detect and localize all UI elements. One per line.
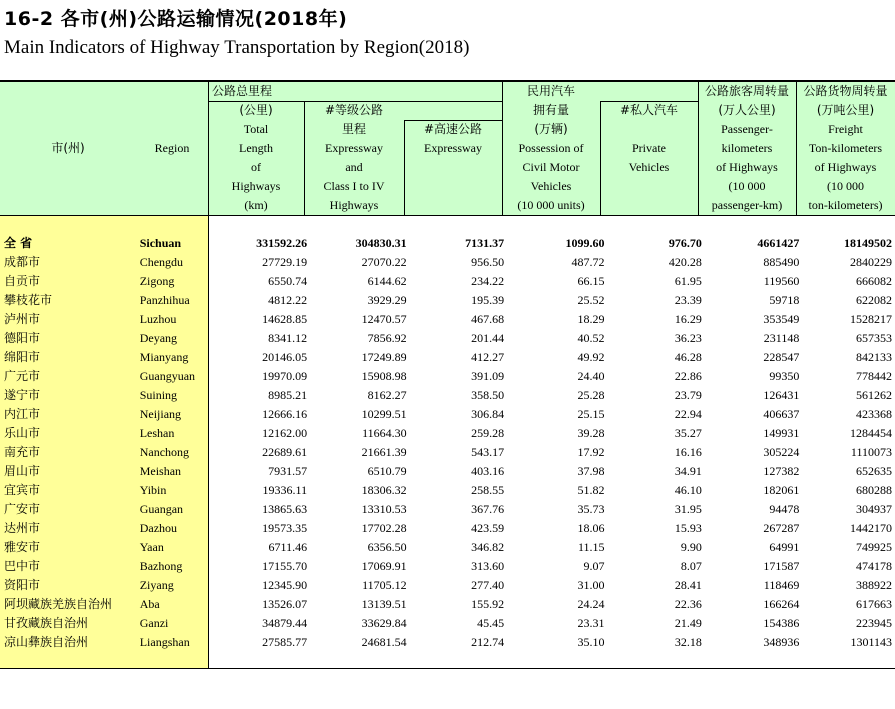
cell-region: Mianyang bbox=[139, 350, 189, 364]
cell-region: Bazhong bbox=[139, 559, 183, 573]
cell-private-vehicles: 22.36 bbox=[674, 597, 702, 611]
cell-graded-length: 17702.28 bbox=[361, 521, 407, 535]
cell-city: 广元市 bbox=[4, 369, 41, 383]
cell-graded-length: 21661.39 bbox=[361, 445, 407, 459]
cell-city: 成都市 bbox=[4, 255, 41, 269]
cell-city: 全 省 bbox=[4, 236, 33, 250]
header-private-en: Private bbox=[632, 141, 666, 155]
cell-expressway-length: 259.28 bbox=[471, 426, 505, 440]
header-total-length-en: Total bbox=[243, 122, 269, 136]
cell-freight-tkm: 749925 bbox=[856, 540, 892, 554]
cell-freight-tkm: 1301143 bbox=[850, 635, 892, 649]
header-vehicles-en: Possession of bbox=[518, 141, 584, 155]
cell-graded-length: 13139.51 bbox=[361, 597, 407, 611]
cell-total-length: 7931.57 bbox=[268, 464, 308, 478]
cell-expressway-length: 258.55 bbox=[471, 483, 505, 497]
table-row bbox=[0, 519, 895, 538]
cell-graded-length: 18306.32 bbox=[361, 483, 407, 497]
cell-expressway-length: 234.22 bbox=[471, 274, 505, 288]
cell-civil-vehicles: 24.40 bbox=[577, 369, 605, 383]
cell-total-length: 6550.74 bbox=[268, 274, 308, 288]
header-vehicles-en: Vehicles bbox=[530, 179, 572, 193]
cell-private-vehicles: 22.86 bbox=[674, 369, 702, 383]
header-vehicles-cn: 民用汽车 bbox=[526, 84, 575, 98]
cell-private-vehicles: 22.94 bbox=[674, 407, 702, 421]
cell-civil-vehicles: 66.15 bbox=[577, 274, 605, 288]
cell-expressway-length: 306.84 bbox=[471, 407, 505, 421]
cell-region: Liangshan bbox=[139, 635, 190, 649]
cell-civil-vehicles: 9.07 bbox=[583, 559, 605, 573]
cell-private-vehicles: 32.18 bbox=[674, 635, 702, 649]
cell-city: 绵阳市 bbox=[4, 350, 41, 364]
cell-private-vehicles: 420.28 bbox=[668, 255, 702, 269]
table-row bbox=[0, 405, 895, 424]
cell-passenger-km: 171587 bbox=[763, 559, 800, 573]
header-passenger-cn: (万人公里) bbox=[718, 103, 776, 117]
cell-city: 泸州市 bbox=[4, 312, 41, 326]
header-graded-en: Highways bbox=[329, 198, 379, 212]
cell-freight-tkm: 223945 bbox=[856, 616, 892, 630]
cell-expressway-length: 45.45 bbox=[477, 616, 505, 630]
header-vehicles-en: (10 000 units) bbox=[517, 198, 585, 212]
cell-expressway-length: 155.92 bbox=[471, 597, 505, 611]
cell-passenger-km: 149931 bbox=[763, 426, 800, 440]
header-freight-en: Ton-kilometers bbox=[808, 141, 883, 155]
header-freight-cn: 公路货物周转量 bbox=[803, 84, 888, 98]
cell-private-vehicles: 16.16 bbox=[674, 445, 702, 459]
cell-region: Yaan bbox=[139, 540, 164, 554]
header-freight-en: of Highways bbox=[814, 160, 877, 174]
cell-region: Guangan bbox=[139, 502, 184, 516]
cell-private-vehicles: 61.95 bbox=[674, 274, 702, 288]
cell-total-length: 19573.35 bbox=[262, 521, 308, 535]
cell-expressway-length: 412.27 bbox=[471, 350, 505, 364]
cell-civil-vehicles: 18.06 bbox=[577, 521, 605, 535]
cell-private-vehicles: 976.70 bbox=[668, 236, 702, 250]
cell-passenger-km: 99350 bbox=[769, 369, 800, 383]
cell-total-length: 331592.26 bbox=[256, 236, 308, 250]
cell-civil-vehicles: 35.73 bbox=[577, 502, 605, 516]
header-passenger-en: kilometers bbox=[721, 141, 773, 155]
table-row bbox=[0, 500, 895, 519]
cell-region: Ziyang bbox=[139, 578, 174, 592]
cell-private-vehicles: 46.28 bbox=[674, 350, 702, 364]
table-row bbox=[0, 348, 895, 367]
cell-civil-vehicles: 25.28 bbox=[577, 388, 605, 402]
cell-civil-vehicles: 39.28 bbox=[577, 426, 605, 440]
header-total-length-en: Highways bbox=[231, 179, 281, 193]
cell-city: 南充市 bbox=[4, 445, 41, 459]
cell-passenger-km: 353549 bbox=[763, 312, 800, 326]
table-title-en: Main Indicators of Highway Transportation by Region(2018) bbox=[4, 37, 470, 58]
cell-graded-length: 6144.62 bbox=[367, 274, 407, 288]
table-title-cn: 16-2 各市(州)公路运输情况(2018年) bbox=[4, 8, 348, 30]
cell-graded-length: 11664.30 bbox=[362, 426, 407, 440]
cell-passenger-km: 228547 bbox=[763, 350, 800, 364]
cell-region: Dazhou bbox=[139, 521, 178, 535]
cell-total-length: 8985.21 bbox=[268, 388, 308, 402]
header-graded-cn: #等级公路 bbox=[324, 103, 384, 117]
cell-private-vehicles: 35.27 bbox=[674, 426, 702, 440]
cell-civil-vehicles: 37.98 bbox=[577, 464, 605, 478]
cell-total-length: 34879.44 bbox=[262, 616, 308, 630]
table-row bbox=[0, 576, 895, 595]
cell-expressway-length: 346.82 bbox=[471, 540, 505, 554]
cell-civil-vehicles: 31.00 bbox=[577, 578, 605, 592]
cell-graded-length: 27070.22 bbox=[361, 255, 407, 269]
header-graded-en: Class I to IV bbox=[323, 179, 385, 193]
table-row bbox=[0, 253, 895, 272]
cell-passenger-km: 182061 bbox=[763, 483, 800, 497]
data-table-body bbox=[0, 234, 895, 652]
cell-city: 内江市 bbox=[4, 407, 41, 421]
table-row bbox=[0, 329, 895, 348]
cell-region: Aba bbox=[139, 597, 160, 611]
cell-total-length: 19336.11 bbox=[262, 483, 308, 497]
cell-civil-vehicles: 17.92 bbox=[577, 445, 605, 459]
cell-civil-vehicles: 25.52 bbox=[577, 293, 605, 307]
cell-passenger-km: 406637 bbox=[763, 407, 800, 421]
table-row-total bbox=[0, 234, 895, 253]
bottom-rule bbox=[0, 668, 895, 669]
cell-passenger-km: 126431 bbox=[763, 388, 800, 402]
table-row bbox=[0, 614, 895, 633]
cell-passenger-km: 885490 bbox=[763, 255, 800, 269]
header-private-en: Vehicles bbox=[628, 160, 670, 174]
cell-city: 遂宁市 bbox=[4, 388, 41, 402]
cell-passenger-km: 127382 bbox=[763, 464, 800, 478]
cell-total-length: 13865.63 bbox=[262, 502, 308, 516]
cell-expressway-length: 467.68 bbox=[471, 312, 505, 326]
cell-private-vehicles: 23.39 bbox=[674, 293, 702, 307]
cell-civil-vehicles: 35.10 bbox=[577, 635, 605, 649]
cell-private-vehicles: 28.41 bbox=[674, 578, 702, 592]
cell-region: Yibin bbox=[139, 483, 167, 497]
cell-city: 甘孜藏族自治州 bbox=[4, 616, 89, 630]
header-passenger-en: (10 000 bbox=[728, 179, 766, 193]
cell-graded-length: 7856.92 bbox=[367, 331, 407, 345]
cell-freight-tkm: 561262 bbox=[856, 388, 892, 402]
cell-city: 雅安市 bbox=[4, 540, 41, 554]
cell-region: Suining bbox=[139, 388, 178, 402]
cell-freight-tkm: 474178 bbox=[856, 559, 892, 573]
cell-total-length: 4812.22 bbox=[268, 293, 308, 307]
cell-total-length: 12162.00 bbox=[262, 426, 308, 440]
cell-total-length: 22689.61 bbox=[262, 445, 308, 459]
cell-freight-tkm: 423368 bbox=[856, 407, 892, 421]
header-passenger-cn: 公路旅客周转量 bbox=[704, 84, 789, 98]
cell-private-vehicles: 23.79 bbox=[674, 388, 702, 402]
cell-graded-length: 10299.51 bbox=[361, 407, 407, 421]
data-table bbox=[0, 234, 895, 652]
cell-city: 广安市 bbox=[4, 502, 41, 516]
cell-freight-tkm: 2840229 bbox=[850, 255, 892, 269]
header-graded-cn: 里程 bbox=[341, 122, 366, 136]
cell-freight-tkm: 842133 bbox=[856, 350, 892, 364]
cell-graded-length: 15908.98 bbox=[361, 369, 407, 383]
cell-civil-vehicles: 25.15 bbox=[577, 407, 605, 421]
cell-graded-length: 11705.12 bbox=[362, 578, 407, 592]
cell-passenger-km: 94478 bbox=[769, 502, 800, 516]
cell-civil-vehicles: 487.72 bbox=[571, 255, 605, 269]
cell-graded-length: 33629.84 bbox=[361, 616, 407, 630]
cell-region: Chengdu bbox=[139, 255, 184, 269]
cell-expressway-length: 201.44 bbox=[471, 331, 505, 345]
cell-freight-tkm: 652635 bbox=[856, 464, 892, 478]
cell-civil-vehicles: 49.92 bbox=[577, 350, 605, 364]
cell-total-length: 12666.16 bbox=[262, 407, 308, 421]
cell-freight-tkm: 304937 bbox=[856, 502, 892, 516]
header-freight-cn: (万吨公里) bbox=[816, 103, 875, 117]
cell-civil-vehicles: 1099.60 bbox=[565, 236, 605, 250]
header-vehicles-cn: (万辆) bbox=[534, 122, 568, 136]
cell-total-length: 27585.77 bbox=[262, 635, 308, 649]
cell-freight-tkm: 622082 bbox=[856, 293, 892, 307]
cell-passenger-km: 305224 bbox=[763, 445, 800, 459]
cell-region: Zigong bbox=[139, 274, 175, 288]
cell-graded-length: 17069.91 bbox=[361, 559, 407, 573]
cell-private-vehicles: 46.10 bbox=[674, 483, 702, 497]
cell-freight-tkm: 778442 bbox=[856, 369, 892, 383]
table-row bbox=[0, 595, 895, 614]
cell-total-length: 12345.90 bbox=[262, 578, 308, 592]
table-row bbox=[0, 443, 895, 462]
cell-freight-tkm: 1284454 bbox=[850, 426, 892, 440]
cell-city: 乐山市 bbox=[4, 426, 41, 440]
cell-city: 眉山市 bbox=[4, 464, 41, 478]
cell-freight-tkm: 1528217 bbox=[850, 312, 892, 326]
header-private-cn: #私人汽车 bbox=[619, 103, 679, 117]
cell-region: Deyang bbox=[139, 331, 178, 345]
table-row bbox=[0, 481, 895, 500]
cell-city: 自贡市 bbox=[4, 274, 41, 288]
cell-region: Luzhou bbox=[139, 312, 177, 326]
cell-freight-tkm: 666082 bbox=[856, 274, 892, 288]
cell-expressway-length: 543.17 bbox=[471, 445, 505, 459]
cell-passenger-km: 267287 bbox=[763, 521, 800, 535]
header-freight-en: Freight bbox=[828, 122, 863, 136]
cell-expressway-length: 956.50 bbox=[471, 255, 505, 269]
table-row bbox=[0, 272, 895, 291]
header-passenger-en: Passenger- bbox=[721, 122, 773, 136]
cell-region: Neijiang bbox=[139, 407, 182, 421]
cell-private-vehicles: 36.23 bbox=[674, 331, 702, 345]
cell-expressway-length: 391.09 bbox=[471, 369, 505, 383]
cell-passenger-km: 154386 bbox=[763, 616, 800, 630]
header-passenger-en: of Highways bbox=[716, 160, 778, 174]
cell-region: Nanchong bbox=[139, 445, 190, 459]
cell-freight-tkm: 617663 bbox=[856, 597, 892, 611]
cell-graded-length: 8162.27 bbox=[367, 388, 407, 402]
cell-expressway-length: 313.60 bbox=[471, 559, 505, 573]
cell-civil-vehicles: 23.31 bbox=[577, 616, 605, 630]
cell-expressway-length: 367.76 bbox=[471, 502, 505, 516]
cell-passenger-km: 64991 bbox=[769, 540, 800, 554]
header-total-length-group: 公路总里程 bbox=[212, 84, 273, 98]
cell-expressway-length: 7131.37 bbox=[465, 236, 505, 250]
header-total-length-en: of bbox=[251, 160, 261, 174]
cell-city: 宜宾市 bbox=[4, 483, 41, 497]
header-graded-en: Expressway bbox=[325, 141, 383, 155]
table-row bbox=[0, 367, 895, 386]
cell-graded-length: 17249.89 bbox=[361, 350, 407, 364]
header-graded-en: and bbox=[345, 160, 363, 174]
cell-total-length: 17155.70 bbox=[262, 559, 308, 573]
cell-private-vehicles: 21.49 bbox=[674, 616, 702, 630]
cell-total-length: 6711.46 bbox=[268, 540, 308, 554]
cell-region: Sichuan bbox=[139, 236, 182, 250]
cell-freight-tkm: 388922 bbox=[856, 578, 892, 592]
cell-expressway-length: 358.50 bbox=[471, 388, 505, 402]
cell-passenger-km: 59718 bbox=[769, 293, 800, 307]
cell-graded-length: 304830.31 bbox=[355, 236, 407, 250]
cell-city: 德阳市 bbox=[4, 331, 41, 345]
cell-private-vehicles: 31.95 bbox=[674, 502, 702, 516]
header-rule bbox=[0, 215, 895, 216]
cell-freight-tkm: 1110073 bbox=[850, 445, 892, 459]
cell-city: 阿坝藏族羌族自治州 bbox=[4, 597, 113, 611]
cell-graded-length: 24681.54 bbox=[361, 635, 407, 649]
cell-total-length: 19970.09 bbox=[262, 369, 308, 383]
cell-total-length: 14628.85 bbox=[262, 312, 308, 326]
table-row bbox=[0, 386, 895, 405]
cell-civil-vehicles: 18.29 bbox=[577, 312, 605, 326]
table-row bbox=[0, 633, 895, 652]
cell-total-length: 20146.05 bbox=[262, 350, 308, 364]
header-total-length-cn: (公里) bbox=[239, 103, 273, 117]
table-row bbox=[0, 557, 895, 576]
cell-passenger-km: 348936 bbox=[763, 635, 800, 649]
cell-region: Leshan bbox=[139, 426, 175, 440]
cell-region: Meishan bbox=[139, 464, 182, 478]
cell-private-vehicles: 8.07 bbox=[680, 559, 702, 573]
cell-city: 巴中市 bbox=[4, 559, 41, 573]
cell-graded-length: 13310.53 bbox=[361, 502, 407, 516]
table-row bbox=[0, 291, 895, 310]
cell-private-vehicles: 16.29 bbox=[674, 312, 702, 326]
cell-freight-tkm: 657353 bbox=[856, 331, 892, 345]
cell-graded-length: 3929.29 bbox=[367, 293, 407, 307]
header-passenger-en: passenger-km) bbox=[711, 198, 783, 212]
cell-graded-length: 6510.79 bbox=[367, 464, 407, 478]
header-expressway-cn: #高速公路 bbox=[423, 122, 483, 136]
cell-private-vehicles: 34.91 bbox=[674, 464, 702, 478]
cell-city: 资阳市 bbox=[4, 578, 41, 592]
cell-region: Guangyuan bbox=[139, 369, 196, 383]
cell-total-length: 13526.07 bbox=[262, 597, 308, 611]
header-total-length-en: (km) bbox=[244, 198, 268, 212]
header-freight-en: ton-kilometers) bbox=[808, 198, 883, 212]
cell-civil-vehicles: 24.24 bbox=[577, 597, 605, 611]
cell-region: Ganzi bbox=[139, 616, 169, 630]
table-row bbox=[0, 538, 895, 557]
cell-freight-tkm: 1442170 bbox=[850, 521, 892, 535]
cell-private-vehicles: 15.93 bbox=[674, 521, 702, 535]
cell-graded-length: 6356.50 bbox=[367, 540, 407, 554]
header-vehicles-en: Civil Motor bbox=[522, 160, 580, 174]
cell-civil-vehicles: 40.52 bbox=[577, 331, 605, 345]
cell-expressway-length: 195.39 bbox=[471, 293, 505, 307]
cell-city: 攀枝花市 bbox=[4, 293, 53, 307]
cell-passenger-km: 119560 bbox=[763, 274, 800, 288]
cell-total-length: 27729.19 bbox=[262, 255, 308, 269]
cell-city: 凉山彝族自治州 bbox=[4, 635, 89, 649]
table-row bbox=[0, 310, 895, 329]
cell-civil-vehicles: 11.15 bbox=[577, 540, 605, 554]
cell-expressway-length: 277.40 bbox=[471, 578, 505, 592]
cell-civil-vehicles: 51.82 bbox=[577, 483, 605, 497]
cell-expressway-length: 212.74 bbox=[471, 635, 505, 649]
header-vehicles-cn: 拥有量 bbox=[532, 103, 569, 117]
cell-passenger-km: 118469 bbox=[763, 578, 800, 592]
header-city: 市(州) bbox=[51, 141, 85, 155]
cell-freight-tkm: 18149502 bbox=[844, 236, 892, 250]
cell-private-vehicles: 9.90 bbox=[680, 540, 702, 554]
cell-passenger-km: 166264 bbox=[763, 597, 800, 611]
cell-passenger-km: 4661427 bbox=[757, 236, 800, 250]
cell-total-length: 8341.12 bbox=[268, 331, 308, 345]
cell-city: 达州市 bbox=[4, 521, 41, 535]
cell-expressway-length: 403.16 bbox=[471, 464, 505, 478]
header-total-length-en: Length bbox=[239, 141, 273, 155]
table-row bbox=[0, 462, 895, 481]
header-expressway-en: Expressway bbox=[424, 141, 482, 155]
cell-expressway-length: 423.59 bbox=[471, 521, 505, 535]
cell-freight-tkm: 680288 bbox=[856, 483, 892, 497]
cell-passenger-km: 231148 bbox=[763, 331, 800, 345]
header-region: Region bbox=[154, 141, 190, 155]
cell-graded-length: 12470.57 bbox=[361, 312, 407, 326]
cell-region: Panzhihua bbox=[139, 293, 190, 307]
header-freight-en: (10 000 bbox=[827, 179, 864, 193]
table-row bbox=[0, 424, 895, 443]
